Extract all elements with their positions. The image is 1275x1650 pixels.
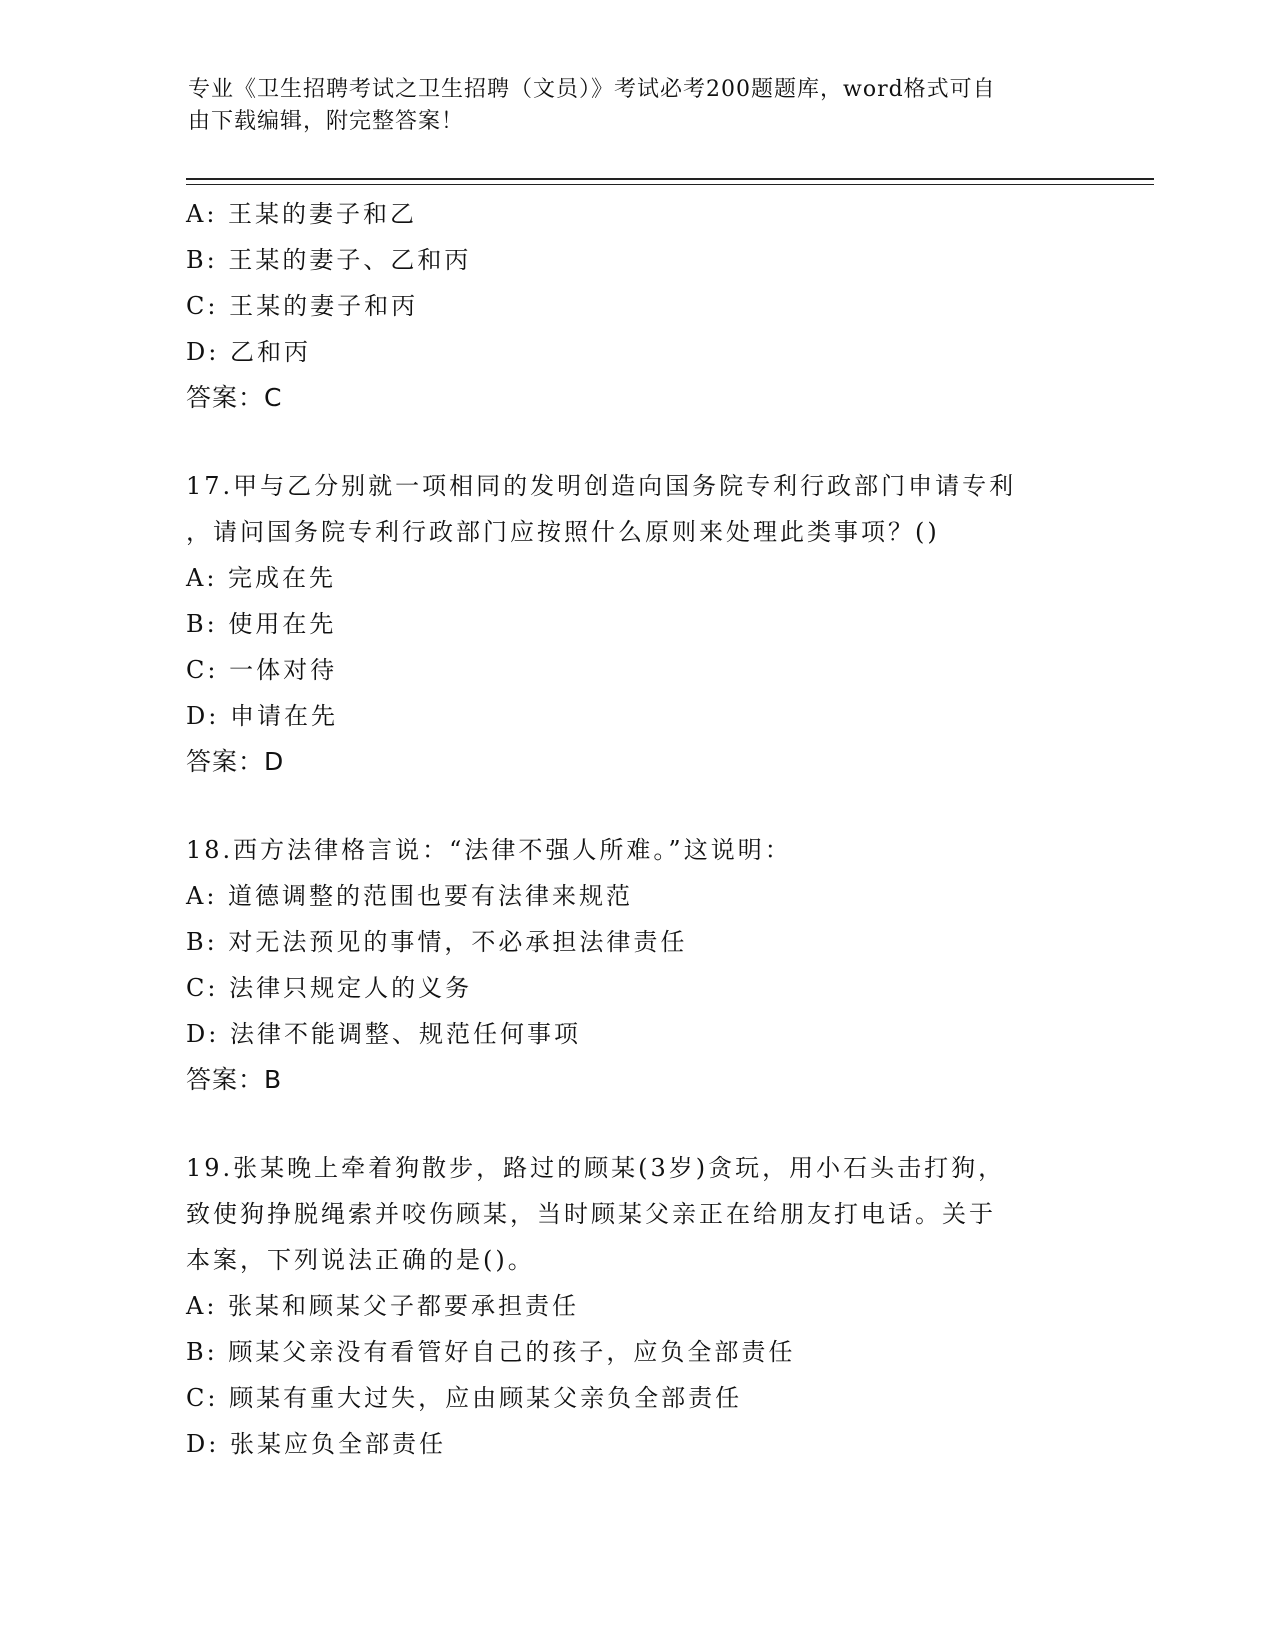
option-d: D: 法律不能调整、规范任何事项 xyxy=(186,1020,581,1048)
option-b: B: 使用在先 xyxy=(186,610,337,638)
question-stem-line: 19.张某晚上牵着狗散步，路过的顾某(3岁)贪玩，用小石头击打狗， xyxy=(186,1154,1006,1182)
header-line-2: 由下载编辑，附完整答案！ xyxy=(188,109,465,134)
question-block-18 xyxy=(186,827,1086,1103)
document-header xyxy=(188,74,1068,138)
question-stem-line: ，请问国务院专利行政部门应按照什么原则来处理此类事项？() xyxy=(186,518,940,546)
spacer xyxy=(186,1103,1086,1145)
option-a: A: 道德调整的范围也要有法律来规范 xyxy=(186,882,634,910)
question-block-17 xyxy=(186,463,1086,785)
option-b: B: 对无法预见的事情，不必承担法律责任 xyxy=(186,928,688,956)
question-stem-line: 17.甲与乙分别就一项相同的发明创造向国务院专利行政部门申请专利 xyxy=(186,472,1017,500)
option-a: A: 张某和顾某父子都要承担责任 xyxy=(186,1292,580,1320)
question-stem-line: 本案，下列说法正确的是()。 xyxy=(186,1246,535,1274)
answer-line: 答案：B xyxy=(186,1065,283,1094)
option-d: D: 乙和丙 xyxy=(186,338,311,366)
spacer xyxy=(186,785,1086,827)
question-block-19 xyxy=(186,1145,1086,1467)
option-b: B: 王某的妻子、乙和丙 xyxy=(186,246,472,274)
option-a: A: 王某的妻子和乙 xyxy=(186,200,418,228)
spacer xyxy=(186,421,1086,463)
option-b: B: 顾某父亲没有看管好自己的孩子，应负全部责任 xyxy=(186,1338,796,1366)
question-stem-line: 18.西方法律格言说：“法律不强人所难。”这说明： xyxy=(186,836,792,864)
option-c: C: 法律只规定人的义务 xyxy=(186,974,473,1002)
option-c: C: 一体对待 xyxy=(186,656,338,684)
question-stem-line: 致使狗挣脱绳索并咬伤顾某，当时顾某父亲正在给朋友打电话。关于 xyxy=(186,1200,996,1228)
answer-line: 答案：D xyxy=(186,747,285,776)
question-list xyxy=(186,191,1086,1467)
question-block-continued xyxy=(186,191,1086,421)
option-a: A: 完成在先 xyxy=(186,564,337,592)
header-line-1: 专业《卫生招聘考试之卫生招聘（文员）》考试必考200题题库，word格式可自 xyxy=(188,77,996,102)
answer-line: 答案：C xyxy=(186,383,283,412)
header-divider-thin xyxy=(186,184,1154,185)
option-c: C: 顾某有重大过失，应由顾某父亲负全部责任 xyxy=(186,1384,743,1412)
header-divider-thick xyxy=(186,178,1154,180)
option-d: D: 张某应负全部责任 xyxy=(186,1430,446,1458)
option-c: C: 王某的妻子和丙 xyxy=(186,292,419,320)
option-d: D: 申请在先 xyxy=(186,702,338,730)
